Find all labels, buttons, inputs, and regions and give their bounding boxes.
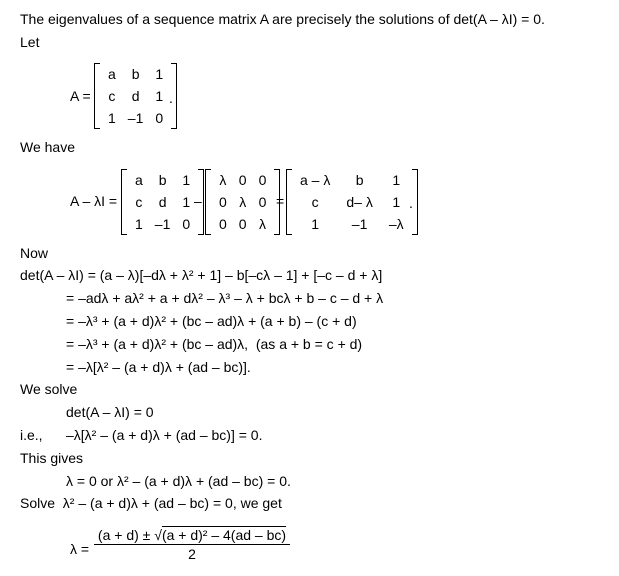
matrix-cell: 0	[155, 110, 164, 126]
let-label: Let	[20, 34, 40, 50]
sqrt-symbol: √	[154, 527, 162, 543]
det-line-1: det(A – λI) = (a – λ)[–dλ + λ² + 1] – b[–cλ – 1] + [–c – d + λ]	[20, 267, 383, 283]
matrix-cell: λ	[258, 216, 266, 232]
matrix-cell: 1	[135, 216, 143, 232]
matrix-a	[94, 63, 177, 129]
solve-line: Solve λ² – (a + d)λ + (ad – bc) = 0, we get	[20, 495, 282, 511]
eq1-period: .	[169, 90, 173, 106]
fraction-bar	[94, 544, 290, 545]
matrix-cell: 1	[392, 172, 401, 188]
we-have-label: We have	[20, 139, 75, 155]
matrix-cell: c	[135, 194, 143, 210]
matrix-cell: 0	[258, 194, 267, 210]
sqrt-radicand: (a + d)² – 4(ad – bc)	[161, 527, 287, 543]
now-label: Now	[20, 245, 49, 261]
we-solve-label: We solve	[20, 381, 78, 397]
det-line-5: = –λ[λ² – (a + d)λ + (ad – bc)].	[66, 359, 251, 375]
matrix-cell: a	[135, 172, 143, 188]
matrix-cell: λ	[219, 172, 227, 188]
det-line-4: = –λ³ + (a + d)λ² + (bc – ad)λ, (as a + b = c + d)	[66, 336, 363, 352]
matrix-cell: 1	[108, 110, 116, 126]
matrix-cell: b	[158, 172, 167, 188]
fraction-denominator: 2	[188, 546, 196, 562]
matrix-cell: 0	[238, 216, 247, 232]
matrix-cell: d– λ	[346, 194, 373, 210]
eq1-lhs: A =	[70, 88, 91, 104]
matrix-cell: c	[108, 88, 116, 104]
matrix-cell: 1	[182, 194, 191, 210]
eq2-period: .	[409, 195, 413, 211]
matrix-cell: 1	[311, 216, 320, 232]
matrix-a-copy	[121, 169, 204, 235]
det-line-2: = –adλ + aλ² + a + dλ² – λ³ – λ + bcλ + b – c – d + λ	[66, 290, 384, 306]
ie-label: i.e.,	[20, 427, 43, 443]
gives-eq: λ = 0 or λ² – (a + d)λ + (ad – bc) = 0.	[66, 473, 291, 489]
matrix-cell: a – λ	[300, 172, 331, 188]
matrix-cell: –λ	[388, 216, 404, 232]
eq2-lhs: A – λI =	[70, 193, 118, 209]
matrix-lambda-i	[205, 169, 280, 235]
matrix-cell: 0	[219, 194, 227, 210]
matrix-cell: c	[311, 194, 319, 210]
this-gives-label: This gives	[20, 450, 84, 466]
matrix-cell: d	[131, 88, 140, 104]
matrix-cell: λ	[239, 194, 247, 210]
equals-sign: =	[276, 193, 285, 209]
matrix-cell: 0	[219, 216, 227, 232]
matrix-cell: d	[158, 194, 167, 210]
minus-sign: –	[194, 193, 202, 209]
matrix-result	[286, 169, 418, 235]
matrix-cell: 1	[182, 172, 191, 188]
intro-text: The eigenvalues of a sequence matrix A are precisely the solutions of det(A – λI) = 0.	[20, 11, 545, 27]
matrix-cell: b	[131, 66, 140, 82]
numerator-left: (a + d) ±	[97, 527, 155, 543]
matrix-cell: b	[355, 172, 364, 188]
matrix-cell: a	[108, 66, 116, 82]
matrix-cell: –1	[127, 110, 144, 126]
quadratic-fraction	[94, 527, 290, 562]
matrix-cell: 0	[182, 216, 191, 232]
ie-eq: –λ[λ² – (a + d)λ + (ad – bc)] = 0.	[66, 427, 263, 443]
det-line-3: = –λ³ + (a + d)λ² + (bc – ad)λ + (a + b) – (c + d)	[66, 313, 357, 329]
matrix-cell: –1	[154, 216, 171, 232]
matrix-cell: 0	[258, 172, 267, 188]
solve-eq: det(A – λI) = 0	[66, 404, 154, 420]
matrix-cell: –1	[351, 216, 368, 232]
matrix-cell: 1	[155, 66, 164, 82]
final-lhs: λ =	[70, 541, 90, 557]
matrix-cell: 1	[392, 194, 401, 210]
matrix-cell: 0	[238, 172, 247, 188]
fraction-numerator	[94, 527, 290, 543]
matrix-cell: 1	[155, 88, 164, 104]
